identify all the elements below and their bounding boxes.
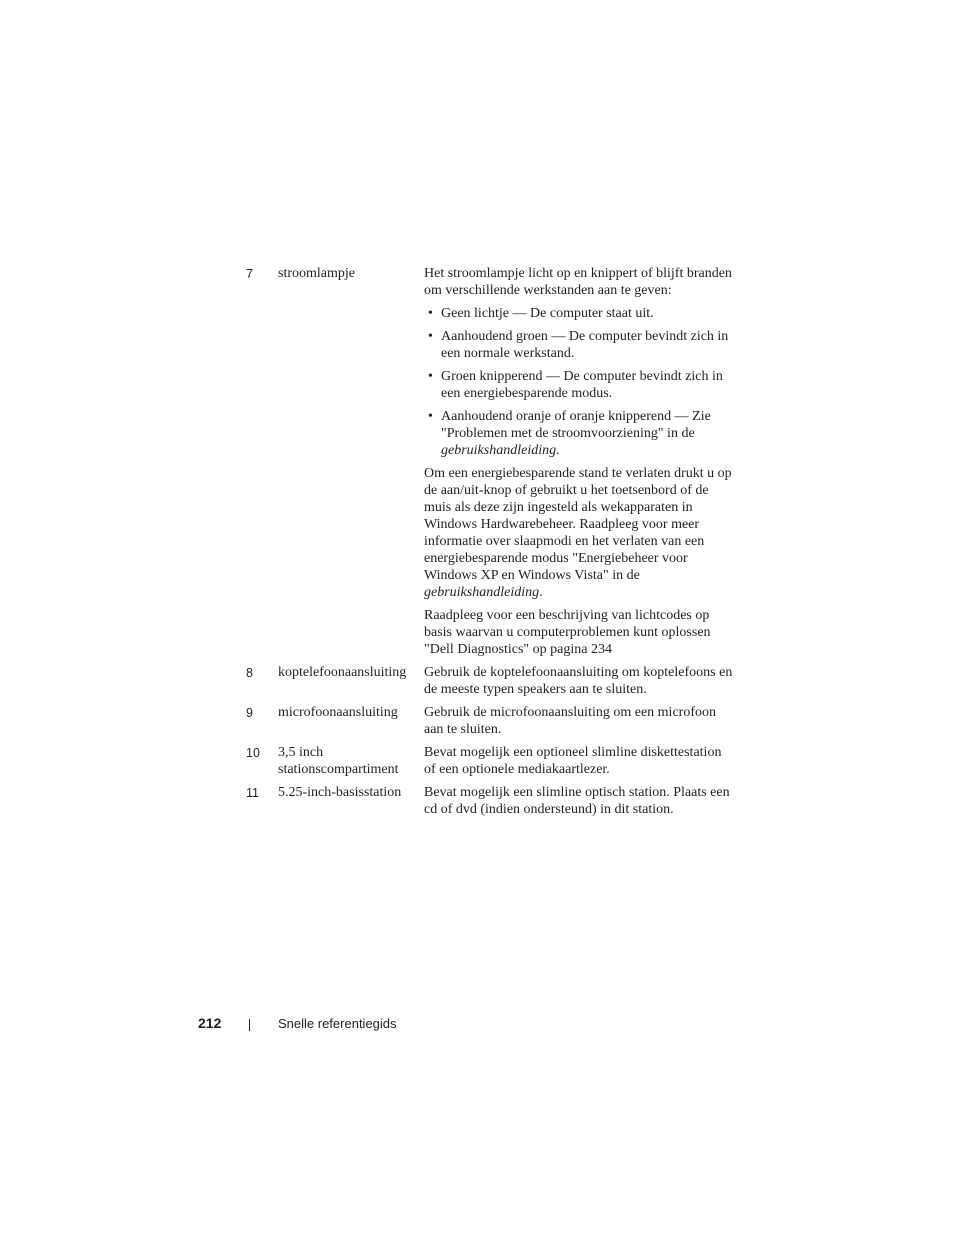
- guide-reference: gebruikshandleiding: [441, 443, 557, 458]
- item-number: 11: [246, 786, 259, 800]
- item-name: 3,5 inch stationscompartiment: [278, 745, 399, 777]
- list-item-text: Geen lichtje — De computer staat uit.: [441, 306, 654, 321]
- wake-paragraph-text: Om een energiebesparende stand te verlaten drukt u op de aan/uit-knop of gebruikt u het toetsenbord of de muis als deze zijn ingesteld als wekapparaten in Windows Hardwarebeheer. Raadpleeg voor meer informatie over slaapmodi en het verlaten van een energiebesparende modus "Energiebeheer voor Windows XP en Windows Vista" in de: [424, 466, 732, 583]
- bullet-icon: •: [428, 409, 433, 424]
- diagnostics-paragraph: Raadpleeg voor een beschrijving van lichtcodes op basis waarvan u computerproblemen kunt oplossen "Dell Diagnostics" op pagina 234: [424, 608, 711, 657]
- item-description: Gebruik de koptelefoonaansluiting om koptelefoons en de meeste typen speakers aan te sluiten.: [424, 665, 733, 697]
- footer-separator: [249, 1019, 250, 1031]
- item-description: Bevat mogelijk een optioneel slimline diskettestation of een optionele mediakaartlezer.: [424, 745, 722, 777]
- page-number: 212: [198, 1015, 222, 1031]
- guide-reference: gebruikshandleiding: [424, 585, 540, 600]
- page-footer: [0, 1015, 954, 1035]
- list-item-text: Groen knipperend — De computer bevindt zich in een energiebesparende modus.: [441, 369, 723, 401]
- list-item-tail: .: [556, 443, 560, 458]
- table-row: [246, 265, 736, 664]
- item-description: Bevat mogelijk een slimline optisch station. Plaats een cd of dvd (indien ondersteund) in dit station.: [424, 785, 730, 817]
- wake-paragraph: [424, 465, 736, 601]
- section-title: Snelle referentiegids: [278, 1016, 397, 1031]
- item-name: stroomlampje: [278, 266, 355, 281]
- table-row: [246, 784, 736, 818]
- item-name: koptelefoonaansluiting: [278, 665, 407, 680]
- item-description-table: [246, 265, 736, 824]
- item-number: 9: [246, 706, 253, 720]
- table-row: [246, 664, 736, 698]
- bullet-icon: •: [428, 306, 433, 321]
- item-name: 5.25-inch-basisstation: [278, 785, 402, 800]
- wake-paragraph-tail: .: [539, 585, 543, 600]
- status-list: [424, 305, 736, 459]
- item-name: microfoonaansluiting: [278, 705, 398, 720]
- table-row: [246, 744, 736, 778]
- list-item: [424, 305, 736, 322]
- list-item: [424, 408, 736, 459]
- list-item: [424, 368, 736, 402]
- list-item-text: Aanhoudend groen — De computer bevindt zich in een normale werkstand.: [441, 329, 729, 361]
- bullet-icon: •: [428, 369, 433, 384]
- intro-paragraph: Het stroomlampje licht op en knippert of blijft branden om verschillende werkstanden aan te geven:: [424, 266, 732, 298]
- list-item: [424, 328, 736, 362]
- item-description: Gebruik de microfoonaansluiting om een microfoon aan te sluiten.: [424, 705, 716, 737]
- item-description: [424, 265, 736, 664]
- item-number: 8: [246, 666, 253, 680]
- item-number: 7: [246, 267, 253, 281]
- table-row: [246, 704, 736, 738]
- bullet-icon: •: [428, 329, 433, 344]
- list-item-text: Aanhoudend oranje of oranje knipperend — Zie "Problemen met de stroomvoorziening" in de: [441, 409, 711, 441]
- item-number: 10: [246, 746, 260, 760]
